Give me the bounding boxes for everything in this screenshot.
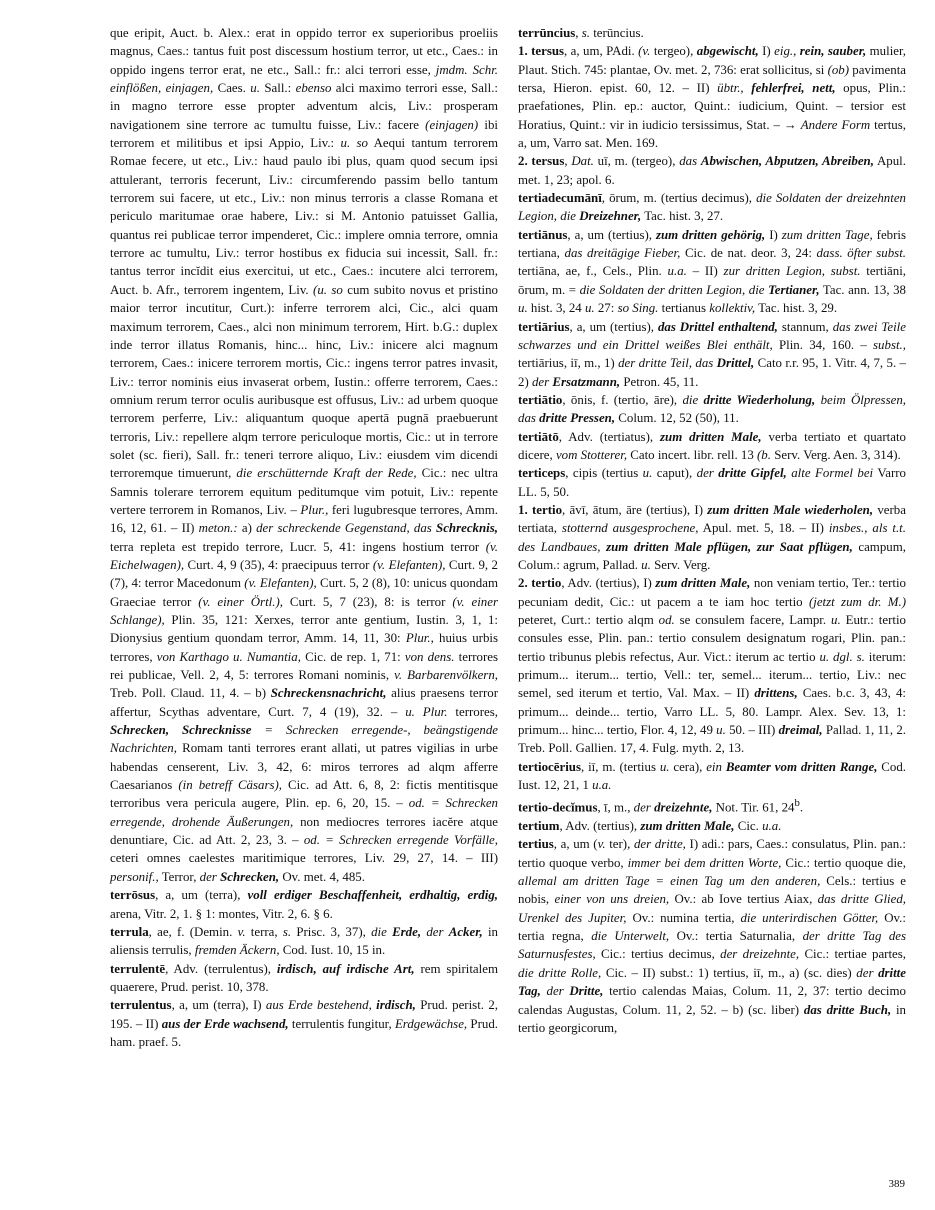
entry-text: zur dritten Legion, subst.	[723, 264, 861, 279]
entry-text: od. = Schrecken erregende, drohende Äußerungen,	[110, 796, 498, 829]
entry-text: (v. Elefanten),	[244, 576, 317, 591]
entry-text: der dritte,	[633, 837, 686, 852]
entry-text: pavimenta tersa, Hieron. epist. 60, 12. – II)	[518, 62, 906, 96]
entry-text: von dens.	[404, 649, 455, 664]
entry-text: dritte Tag,	[518, 965, 906, 999]
entry-text: Cod. Iust. 10, 15 in.	[279, 943, 386, 958]
entry-text: terrores rei publicae, Vell. 2, 4, 5: terrores Romani nominis,	[110, 649, 499, 683]
entry-text: Cic.	[734, 819, 763, 834]
entry-text: 50. – III)	[725, 723, 779, 738]
entry-text: Cato r.r. 95, 1. Vitr. 4, 7, 5. – 2)	[518, 356, 906, 389]
entry-headword: 2. tertio	[518, 576, 562, 591]
dictionary-entry	[518, 574, 906, 757]
entry-text: zum dritten Male,	[640, 819, 735, 834]
entry-text: u. Plur.	[405, 704, 448, 719]
dictionary-entry	[518, 464, 906, 501]
entry-text: u.	[518, 301, 528, 316]
entry-text: opus, Plin.: praefationes, Plin. ep.: auctor, Quint.: iudicium, Quint. – tersior est Horatius, Quint.: vir in iudicio tersissimus, Stat. – →	[518, 81, 906, 132]
entry-text: Tertianer,	[768, 282, 820, 297]
dictionary-entry	[110, 24, 498, 886]
entry-headword: tertium	[518, 819, 560, 834]
entry-text: die	[682, 392, 699, 407]
entry-text: aus Erde bestehend,	[265, 998, 372, 1013]
entry-text: Curt. 4, 9 (35), 4: praecipuus terror	[184, 557, 373, 572]
dictionary-entry	[518, 318, 906, 391]
entry-text: Cod. Iust. 12, 21, 1	[518, 759, 906, 793]
entry-text: alte Formel bei	[791, 466, 874, 481]
entry-text: Erde,	[392, 924, 422, 939]
entry-text: Ersatzmann,	[552, 374, 621, 389]
right-column	[518, 24, 906, 1037]
entry-text: arena, Vitr. 2, 1. § 1: montes, Vitr. 2, 6. § 6.	[110, 906, 333, 921]
entry-headword: tertius	[518, 837, 554, 852]
entry-text: – II)	[686, 264, 724, 279]
entry-text: tertio calendas Maias, Colum. 11, 2, 37: tertio decimo calendas Augustas, Colum. 11, 2, 52. – b) (sc. liber)	[518, 984, 906, 1017]
entry-text: der	[856, 965, 874, 980]
entry-text: dritte Wiederholung,	[703, 392, 816, 407]
entry-text: febris tertiana,	[518, 227, 907, 261]
entry-text: Curt. 5, 2 (8), 10: unicus quondam Graeciae terror	[110, 576, 499, 609]
entry-text: der schreckende Gegenstand, das	[256, 521, 432, 536]
entry-text: od. = Schrecken erregende Vorfälle,	[303, 833, 498, 848]
entry-text: tertianus	[658, 301, 710, 316]
entry-text: die erschütternde Kraft der Rede,	[236, 466, 417, 481]
entry-text: Acker,	[448, 924, 483, 939]
entry-text: 27:	[594, 301, 618, 316]
entry-text: Dritte,	[569, 984, 604, 999]
entry-text: Cic.: tertius decimus,	[595, 947, 721, 962]
entry-text: Schrecken, Schrecknisse	[110, 723, 252, 738]
entry-text: cera),	[669, 759, 707, 774]
entry-text: zum dritten Male,	[655, 576, 751, 591]
entry-headword: terticeps	[518, 466, 566, 481]
entry-text: zum dritten Male pflügen, zur Saat pflügen,	[606, 539, 853, 554]
entry-text: immer bei dem dritten Worte,	[627, 855, 782, 870]
entry-text: der	[633, 800, 651, 815]
entry-text: Treb. Poll. Claud. 11, 4. – b)	[110, 686, 271, 701]
entry-text: peteret, Curt.: tertio alqm	[518, 613, 659, 627]
entry-text: Caes. b.c. 3, 43, 4: primum... deinde... tertio, Varro LL. 5, 80. Lampr. Alex. Sev. 13, 1: primum... hinc... tertio, Flor. 4, 12, 49	[518, 686, 906, 738]
entry-text: u.	[641, 557, 651, 572]
entry-text: tergeo),	[650, 44, 697, 59]
dictionary-entry	[518, 428, 906, 465]
entry-text: meton.:	[198, 521, 238, 536]
entry-text: Abwischen, Abputzen, Abreiben,	[700, 154, 874, 169]
entry-text: stannum,	[777, 319, 833, 334]
entry-text: dritte Gipfel,	[718, 466, 787, 481]
dictionary-entry	[518, 391, 906, 428]
entry-text: Ov.: numina tertia,	[626, 910, 741, 925]
entry-text: u.a.	[762, 819, 782, 834]
entry-text: (v. Eichelwagen),	[110, 539, 498, 572]
entry-text: ,	[564, 154, 572, 169]
entry-text: das dritte Glied, Urenkel des Jupiter,	[518, 892, 906, 925]
entry-text: Cato incert. libr. rell. 13	[627, 447, 758, 462]
page-number: 389	[888, 1178, 905, 1190]
entry-text: ceteri omnes caelestes maritimique terrores, Liv. 29, 27, 14. – III)	[110, 851, 498, 866]
entry-text: der dritte Tag des Saturnusfestes,	[518, 929, 907, 962]
entry-text: od.	[658, 613, 675, 627]
entry-text: fremden Äckern,	[194, 943, 280, 958]
entry-headword: terrōsus	[110, 888, 156, 903]
entry-text: non veniam tertio, Ter.: tertio pecuniam dedit, Cic.: ut pacem a te iam hoc tertio	[518, 576, 906, 609]
entry-text: Ov.: ab Iove tertius Aiax,	[669, 892, 818, 907]
entry-text: I)	[758, 44, 775, 59]
entry-text: Cic.: nec ultra Samnis tolerare terrorem equitum peditumque vim potuit, Liv.: repente vertere terrorem in Romanos, Liv. –	[110, 466, 498, 517]
entry-text: dreizehnte,	[654, 800, 713, 815]
entry-text: Cic. – II) subst.: 1) tertius, iī, m., a) (sc. dies)	[601, 965, 857, 980]
entry-text: Varro LL. 5, 50.	[518, 466, 906, 499]
entry-text: einer von uns dreien,	[554, 892, 670, 907]
entry-text: v.	[237, 924, 246, 939]
entry-text: jmdm. Schr. einflößen, einjagen,	[110, 62, 499, 96]
entry-text: Petron. 45, 11.	[620, 374, 699, 389]
entry-text: Serv. Verg.	[650, 557, 711, 572]
entry-text: in aliensis terrulis,	[110, 924, 499, 958]
entry-text: ,	[575, 26, 582, 40]
entry-text: beim Ölpressen, das	[518, 392, 906, 426]
dictionary-entry	[518, 152, 906, 189]
entry-text: , Adv. (tertius), I)	[561, 576, 656, 591]
entry-text: Not. Tir. 61, 24	[712, 800, 795, 815]
entry-text: Tac. hist. 3, 27.	[641, 209, 724, 224]
entry-text: Prisc. 3, 37),	[291, 924, 372, 939]
entry-text: die	[371, 924, 387, 939]
entry-text: s.	[282, 924, 292, 939]
entry-text: , a, um (terra),	[155, 888, 248, 903]
entry-text: I)	[765, 227, 782, 242]
entry-text: insbes., als t.t. des Landbaues,	[518, 521, 906, 554]
entry-text: terra,	[245, 924, 283, 939]
entry-text: , a, um, PAdi.	[564, 44, 639, 59]
entry-text: der	[426, 924, 444, 939]
entry-text: huius urbis terrores,	[110, 631, 498, 664]
entry-text: (ob)	[827, 62, 850, 77]
entry-text: Dreizehner,	[579, 209, 642, 224]
dictionary-entry	[518, 758, 906, 795]
dictionary-entry	[518, 189, 906, 226]
entry-text: , āvī, ātum, āre (tertius), I)	[562, 502, 708, 517]
entry-text: Plur.,	[405, 631, 434, 646]
entry-text: v.	[597, 837, 606, 852]
entry-text: , ae, f. (Demin.	[148, 924, 238, 939]
entry-text: Cels.: tertius e nobis,	[518, 874, 906, 907]
entry-text: Curt. 9, 2 (7), 4: terror Macedonum	[110, 557, 498, 591]
entry-text: die Soldaten der dritten Legion, die	[579, 282, 765, 297]
entry-text: Cic. ad Att. 6, 8, 2: fictis mentitisque terroribus vera pericula augere, Plin. ep. 6, 20, 15. –	[110, 778, 498, 811]
entry-text: stotternd ausgesprochene,	[561, 521, 699, 536]
dictionary-entry	[518, 794, 906, 817]
entry-text: Sall.:	[259, 81, 296, 96]
entry-text: Pallad. 1, 11, 2. Treb. Poll. Gallien. 17, 4. Fulg. myth. 2, 13.	[518, 723, 907, 756]
entry-headword: tertiārius	[518, 319, 570, 334]
entry-text: ibi terrorem et militibus et ipsi Appio, Liv.:	[110, 117, 498, 151]
entry-text: Romam tanti terrores erant allati, ut patres vigilias in urbe habendas censerent, Liv. 3, 42, 6: miros terrores ad alqm afferre Caesarianos	[110, 741, 498, 793]
entry-headword: 1. tertio	[518, 502, 563, 517]
entry-text: übtr.,	[717, 81, 744, 96]
entry-text: terra repleta est trepido terrore, Lucr. 5, 41: ingens hostium terror	[110, 539, 486, 554]
left-column	[110, 24, 498, 1051]
entry-text: , iī, m. (tertius	[581, 759, 660, 774]
entry-text: , ōnis, f. (tertio, āre),	[562, 392, 683, 407]
entry-text: rem spiritalem quaerere, Prud. perist. 10, 378.	[110, 961, 498, 994]
entry-text: zum dritten gehörig,	[655, 227, 766, 242]
entry-text: Plin. 34, 160. –	[772, 337, 874, 352]
entry-text: zum dritten Male wiederholen,	[707, 502, 874, 517]
dictionary-entry	[518, 817, 906, 835]
entry-text: in tertio georgicorum,	[518, 1002, 907, 1035]
entry-text: subst.,	[873, 337, 906, 352]
entry-text: u.	[716, 723, 726, 738]
entry-text: , Adv. (tertius),	[559, 819, 641, 834]
entry-text: feri lugubresque terrores, Amm. 16, 12, 61. – II)	[110, 502, 498, 536]
entry-text: die dritte Rolle,	[518, 965, 602, 980]
entry-text: Erdgewächse,	[394, 1016, 468, 1031]
entry-text: u.	[659, 759, 670, 774]
entry-text: Colum. 12, 52 (50), 11.	[615, 411, 739, 426]
entry-headword: tertiadecumānī	[518, 191, 602, 206]
entry-text: verba tertiato et quartato dicere,	[518, 429, 907, 462]
entry-text: cum subito novus et pristino maior terror incutitur, Curt.): inferre terrorem alci, Cic., alci quam maximum terrorem, Caes., alci non minimum terrorem, Hirt. b.G.: duplex inde terror illatus Romanis, hinc... hinc, Liv.: inicere alci magnum terrorem, Caes.: inicere terrorem mortis, Cic.: ingens terror patres invasit, Liv.: terror nominis eius invaserat orbem, Iustin.: offerre terrorem, Caes.: omnium rerum terror oculis auribusque est offusus, Liv.: ad urbem quoque terrorem perferre, Liv.: aliquantum quoque apertā pugnā praebuerunt terroris, Liv.: repellere alqm terrore periculoque mortis, Cic.: ut in terrore solet (sc. fieri), Sall. fr.: teneri terrore aliquo, Liv.: eiusdem vim dicendi terroremque timuerunt,	[110, 282, 498, 481]
entry-text: se consulem facere, Lampr.	[674, 613, 832, 627]
entry-text: zum dritten Male,	[660, 429, 762, 444]
entry-text: Prud. ham. praef. 5.	[110, 1016, 498, 1049]
entry-text: u.	[831, 613, 841, 627]
dictionary-entry	[518, 501, 906, 574]
entry-text: = Schrecken erregende-, beängstigende Nachrichten,	[110, 723, 498, 756]
entry-text: que eripit, Auct. b. Alex.: erat in oppido terror ex superioribus proeliis magnus, Caes.: tantus fuit post discessum hostium terror, ut etc., Caes.: in oppido ingens terror erat, ne etc., Sall.: fr.: alci terrori esse,	[110, 26, 498, 77]
entry-text: Ov. met. 4, 485.	[279, 869, 365, 884]
entry-text: Plur.,	[300, 502, 329, 517]
entry-text: terūncius.	[590, 26, 644, 40]
dictionary-entry	[518, 226, 906, 318]
entry-text: ter),	[605, 837, 634, 852]
entry-text: Prud. perist. 2, 195. – II)	[110, 998, 498, 1031]
entry-headword: tertiānus	[518, 227, 568, 242]
entry-text: a)	[237, 521, 257, 536]
entry-text: verba tertiata,	[518, 502, 906, 536]
entry-text: der dritte Teil, das	[618, 356, 714, 371]
entry-text: dass. öfter subst.	[816, 246, 907, 261]
entry-headword: tertiātio	[518, 392, 563, 407]
entry-text: I) adi.: pars, Caes.: consulatus, Plin. pan.: tertio quoque verbo,	[518, 837, 906, 870]
entry-text: , ōrum, m. (tertius decimus),	[601, 191, 757, 206]
dictionary-entry	[110, 996, 498, 1051]
entry-text: alci maximo terrori esse, Sall.: in magno terrore esse propter adventum alcis, Liv.: prosperam navigationem sine terrore ac tumultu fuisse, Liv.: facere	[110, 81, 498, 132]
entry-text: Plin. 35, 121: Xerxes, terror ante gentium, Iustin. 3, 1, 1: Dionysius gentium quondam terror, Amm. 14, 11, 30:	[110, 613, 498, 646]
entry-text: irdisch,	[376, 998, 416, 1013]
entry-text: u. dgl. s.	[819, 649, 865, 664]
entry-text: ein	[706, 759, 722, 774]
entry-text: (v.	[638, 44, 651, 59]
entry-text: dritte Pressen,	[539, 411, 616, 426]
entry-text: Schrecknis,	[436, 521, 498, 536]
dictionary-entry	[518, 24, 906, 42]
entry-text: , Adv. (tertiatus),	[558, 429, 661, 444]
entry-text: der	[696, 466, 714, 481]
dictionary-entry	[518, 835, 906, 1037]
entry-text: Serv. Verg. Aen. 3, 314).	[770, 447, 901, 462]
entry-text: vom Stotterer,	[555, 447, 628, 462]
entry-text: , a, um (tertius),	[567, 227, 656, 242]
entry-text: aus der Erde wachsend,	[161, 1016, 289, 1031]
entry-text: , ī, m.,	[597, 800, 634, 815]
entry-text: Schreckensnachricht,	[270, 686, 387, 701]
entry-text: b	[794, 797, 800, 810]
entry-text: s.	[581, 26, 590, 40]
entry-text: uī, m. (tergeo),	[593, 154, 680, 169]
dictionary-entry	[110, 923, 498, 960]
entry-text: Apul. met. 5, 18. – II)	[698, 521, 829, 536]
entry-text: Tac. hist. 3, 29.	[755, 301, 838, 316]
entry-text: Caes.	[213, 81, 251, 96]
entry-text: allemal am dritten Tage = einen Tag um den anderen,	[518, 874, 821, 889]
entry-text: non mediocres terrores iacĕre atque denuntiare, Cic. ad Att. 2, 23, 3. –	[110, 814, 498, 848]
entry-text: (v. einer Örtl.),	[198, 594, 283, 609]
entry-text: Drittel,	[716, 356, 755, 371]
entry-text: Aequi tantum terrorem Romae fecere, ut etc., Liv.: haud paulo ibi plus, quam quod secum ipsi attulerant, terroris fecerunt, Liv.: circumferendo passim bello tantum terrorem sui facere, ut etc., Liv.: non minus terroris a classe Romana et periculo maritumae orae habere, Liv.: si M. Antonio patuisset Gallia, quantus rei publicae terror impenderet, Cic.: implere omnia terrore, omnia terrore ac tumultu, Liv.: terror hostibus ex fiducia sui incessit, Sall. fr.: tantus terror incĭdit eius exercitui, ut etc., Caes.: incutere alci terrorem, Auct. b. Afr., terrorem ingentem, Liv.	[110, 136, 498, 297]
entry-text: u.a.	[667, 264, 687, 279]
entry-text: ebenso	[295, 81, 332, 96]
dictionary-entry	[518, 42, 906, 152]
entry-text: kollektiv,	[709, 301, 756, 316]
entry-text: u.	[250, 81, 260, 96]
entry-text: Ov.: tertia regna,	[518, 910, 906, 944]
entry-text: tertiāni, ōrum, m. =	[518, 264, 907, 297]
entry-text: terrulentis fungitur,	[288, 1016, 395, 1031]
entry-text: Beamter vom dritten Range,	[725, 759, 878, 774]
entry-text: alius praesens terror affertur, Scythas adventare, Curt. 7, 4 (19), 32. –	[110, 686, 498, 719]
entry-text: von Karthago u. Numantia,	[156, 649, 301, 664]
entry-text: v. Barbarenvölkern,	[394, 668, 498, 683]
entry-headword: terrulentus	[110, 998, 172, 1013]
entry-text: tertiāna, ae, f., Cels., Plin.	[518, 264, 668, 279]
entry-headword: tertio-decĭmus	[518, 800, 598, 815]
entry-text: u.	[584, 301, 595, 316]
entry-text: , a, um (terra), I)	[171, 998, 266, 1013]
entry-text: rein, sauber,	[799, 44, 867, 59]
entry-text: , a, um (	[553, 837, 598, 852]
entry-text: u. so	[340, 136, 368, 151]
entry-text: der	[199, 869, 217, 884]
entry-text: tertiārius, iī, m., 1)	[518, 356, 619, 371]
entry-text: Eutr.: tertio consules esse, Plin. pan.: tertio consulem designatum rogari, Plin. pan.: tertio tribunus plebis refectus, Aur. Vict.: iterum ac tertio	[518, 613, 906, 664]
entry-text: Cic. de rep. 1, 71:	[300, 649, 405, 664]
entry-text: der dreizehnte,	[720, 947, 800, 962]
dictionary-entry	[110, 960, 498, 997]
entry-text: , Adv. (terrulentus),	[165, 961, 277, 976]
entry-text: u.	[642, 466, 653, 481]
entry-text: (einjagen)	[425, 117, 479, 132]
entry-text: Schrecken,	[220, 869, 280, 884]
entry-text: personif.,	[110, 869, 159, 884]
entry-text: eig.,	[774, 44, 797, 59]
entry-headword: 1. tersus	[518, 44, 565, 59]
entry-text: campum, Colum.: agrum, Pallad.	[518, 539, 906, 572]
entry-headword: 2. tersus	[518, 154, 565, 169]
entry-text: iterum: primum... iterum... tertio, Vell.: ter, semel... iterum... tertio, Liv.: nec semel, sed iterum et tertio, Val. Max. – II)	[518, 649, 906, 701]
entry-text: Andere Form	[800, 117, 871, 132]
entry-text: Cic. de nat. deor. 3, 24:	[680, 246, 817, 261]
entry-text: so Sing.	[617, 301, 659, 316]
entry-text: u.a.	[592, 778, 612, 793]
entry-text: Cic.: tertiae partes,	[799, 947, 907, 962]
entry-headword: terrula	[110, 924, 149, 939]
entry-text: das dritte Buch,	[803, 1002, 892, 1017]
entry-text: das Drittel enthaltend,	[657, 319, 778, 334]
entry-text: die Soldaten der dreizehnten Legion, die	[518, 191, 906, 224]
entry-headword: tertiātō	[518, 429, 559, 444]
entry-headword: terrulentē	[110, 961, 166, 976]
entry-text: zum dritten Tage,	[781, 227, 873, 242]
entry-text: Tac. ann. 13, 38	[819, 282, 906, 297]
entry-text: (b.	[757, 447, 771, 462]
entry-text: tertus, a, um, Varro sat. Men. 169.	[518, 117, 906, 151]
dictionary-entry	[110, 886, 498, 923]
entry-text: (u. so	[313, 282, 343, 297]
entry-text: drittens,	[754, 686, 798, 701]
entry-text: , cipis (tertius	[565, 466, 643, 481]
entry-text: die Unterwelt,	[591, 929, 670, 944]
entry-text: Ov.: tertia Saturnalia,	[669, 929, 803, 944]
entry-text: Curt. 5, 7 (23), 8: is terror	[282, 594, 453, 609]
entry-text: , a, um (tertius),	[569, 319, 658, 334]
entry-text: das dreitägige Fieber,	[564, 246, 681, 261]
entry-text: hist. 3, 24	[527, 301, 585, 316]
entry-text: .	[799, 800, 804, 815]
entry-text: die unterirdischen Götter,	[740, 910, 879, 925]
entry-text: (jetzt zum dr. M.)	[808, 594, 906, 609]
entry-text: terrores,	[447, 704, 498, 719]
entry-text: Dat.	[571, 154, 594, 169]
entry-text: abgewischt,	[696, 44, 759, 59]
entry-text: (v. Elefanten),	[372, 557, 446, 572]
entry-text: der	[546, 984, 564, 999]
entry-text: das	[679, 154, 698, 169]
entry-text: der	[531, 374, 550, 389]
entry-text: fehlerfrei, nett,	[751, 81, 836, 96]
entry-headword: terrūncius	[518, 26, 576, 40]
entry-text: Cic.: tertio quoque die,	[781, 855, 906, 870]
entry-text: Apul. met. 1, 23; apol. 6.	[518, 154, 906, 187]
entry-text: mulier, Plaut. Stich. 745: plantae, Ov. met. 2, 736: erat sollicitus, si	[518, 44, 907, 77]
entry-headword: tertiocērius	[518, 759, 581, 774]
entry-text: das zwei Teile schwarzes und ein Drittel weißes Blei enthält,	[518, 319, 906, 352]
entry-text: irdisch, auf irdische Art,	[276, 961, 415, 976]
entry-text: (in betreff Cäsars),	[178, 778, 282, 793]
entry-text: caput),	[652, 466, 697, 481]
entry-text: Terror,	[158, 869, 200, 884]
entry-text: (v. einer Schlange),	[110, 594, 498, 627]
entry-text: voll erdiger Beschaffenheit, erdhaltig, erdig,	[247, 888, 498, 903]
entry-text: dreimal,	[778, 723, 823, 738]
